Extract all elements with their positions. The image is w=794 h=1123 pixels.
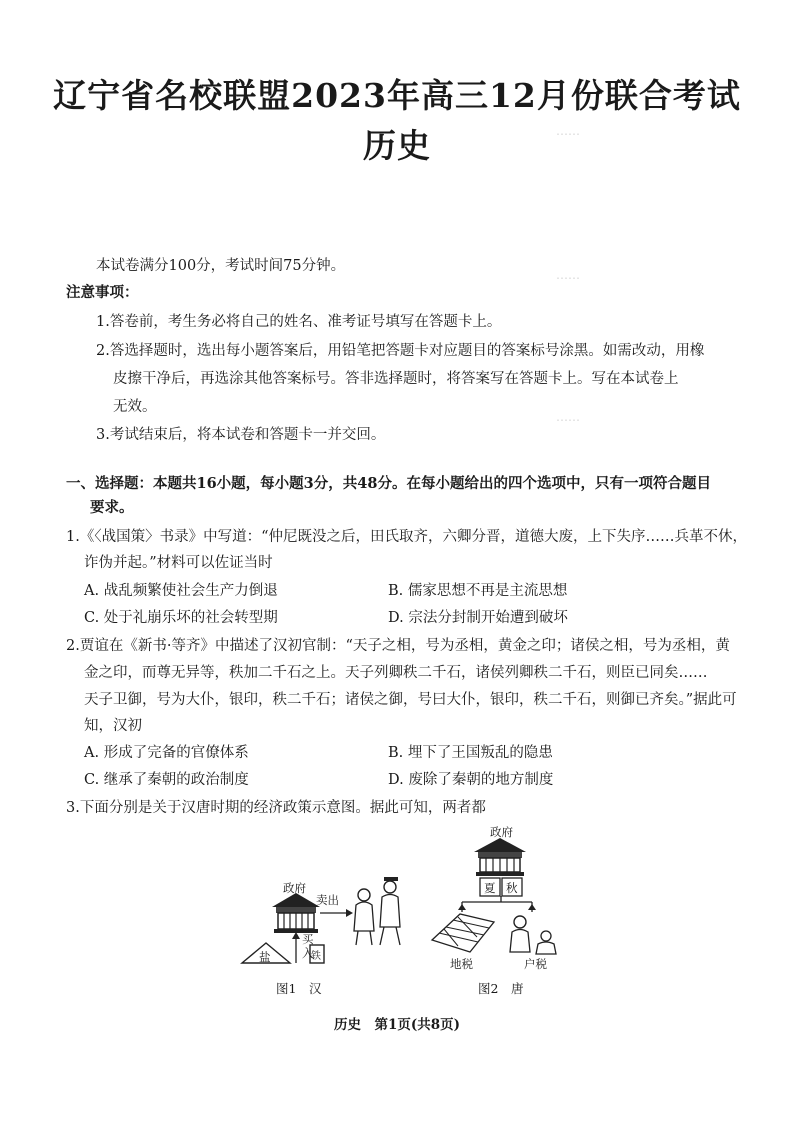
buy-label-2: 入 — [302, 946, 314, 960]
bleed-through-mark: …… — [556, 268, 580, 282]
exam-title: 辽宁省名校联盟2023年高三12月份联合考试 — [53, 76, 741, 115]
notice-item: 2.答选择题时，选出每小题答案后，用铅笔把答题卡对应题目的答案标号涂黑。如需改动，用橡 — [96, 343, 705, 359]
bleed-through-mark: …… — [556, 124, 580, 138]
question-stem: 知，汉初 — [84, 718, 142, 734]
figure-tang-caption: 图2 唐 — [478, 981, 524, 996]
tang-government-label: 政府 — [490, 825, 513, 839]
government-building-icon — [272, 893, 320, 933]
land-tax-arrowhead — [458, 904, 466, 910]
question-stem: 3.下面分别是关于汉唐时期的经济政策示意图。据此可知，两者都 — [66, 800, 486, 816]
option-a: A. 战乱频繁使社会生产力倒退 — [84, 583, 278, 599]
subject-title: 历史 — [363, 126, 431, 165]
han-government-label: 政府 — [283, 881, 306, 895]
option-b: B. 儒家思想不再是主流思想 — [388, 583, 568, 599]
notice-item: 无效。 — [113, 399, 157, 415]
household-tax-arrowhead — [528, 904, 536, 910]
salt-label: 盐 — [259, 950, 271, 964]
section-heading: 要求。 — [90, 499, 134, 516]
option-c: C. 继承了秦朝的政治制度 — [84, 772, 249, 788]
land-tax-label: 地税 — [450, 957, 473, 971]
notice-item: 皮擦干净后，再选涂其他答案标号。答非选择题时，将答案写在答题卡上。写在本试卷上 — [113, 371, 679, 387]
notice-heading: 注意事项： — [66, 284, 139, 301]
option-d: D. 宗法分封制开始遭到破坏 — [388, 610, 568, 626]
buy-arrowhead — [292, 932, 300, 939]
notice-item: 1.答卷前，考生务必将自己的姓名、准考证号填写在答题卡上。 — [96, 314, 502, 330]
buy-label-1: 买 — [302, 932, 314, 946]
option-b: B. 埋下了王国叛乱的隐患 — [388, 745, 553, 761]
question-stem: 1.《〈战国策〉书录》中写道：“仲尼既没之后，田氏取齐，六卿分晋，道德大废，上下失序……兵革不休， — [66, 529, 747, 545]
page-footer: 历史 第1页(共8页) — [333, 1017, 461, 1033]
question-stem: 2.贾谊在《新书·等齐》中描述了汉初官制：“天子之相，号为丞相，黄金之印；诸侯之相，号为丞相，黄 — [66, 638, 730, 654]
option-d: D. 废除了秦朝的地方制度 — [388, 772, 554, 788]
figure-han-caption: 图1 汉 — [276, 981, 322, 996]
merchants-icon — [354, 877, 400, 945]
figure-tang — [422, 822, 582, 997]
option-c: C. 处于礼崩乐坏的社会转型期 — [84, 610, 278, 626]
tang-diagram — [422, 822, 582, 972]
bleed-through-mark: …… — [556, 410, 580, 424]
household-people-icon — [510, 916, 556, 954]
question-stem: 金之印，而尊无异等，秩加二千石之上。天子列卿秩二千石，诸侯列卿秩二千石，则臣已同矣…… — [84, 665, 708, 681]
autumn-label: 秋 — [506, 881, 518, 895]
figure-han — [240, 865, 440, 995]
option-a: A. 形成了完备的官僚体系 — [84, 745, 249, 761]
sell-label: 卖出 — [316, 893, 339, 907]
household-tax-label: 户税 — [524, 957, 547, 971]
summer-label: 夏 — [484, 881, 496, 895]
government-building-icon — [474, 838, 526, 876]
question-stem: 诈伪并起。”材料可以佐证当时 — [84, 555, 273, 571]
farmland-icon — [432, 914, 494, 952]
notice-item: 3.考试结束后，将本试卷和答题卡一并交回。 — [96, 427, 386, 443]
section-heading: 一、选择题：本题共16小题，每小题3分，共48分。在每小题给出的四个选项中，只有一项符合题目 — [66, 475, 711, 492]
exam-info: 本试卷满分100分，考试时间75分钟。 — [96, 258, 346, 274]
sell-arrowhead — [346, 909, 353, 917]
iron-label: 铁 — [311, 951, 321, 962]
question-stem: 天子卫御，号为大仆，银印，秩二千石；诸侯之御，号曰大仆，银印，秩二千石，则御已齐矣。”据此可 — [84, 692, 737, 708]
